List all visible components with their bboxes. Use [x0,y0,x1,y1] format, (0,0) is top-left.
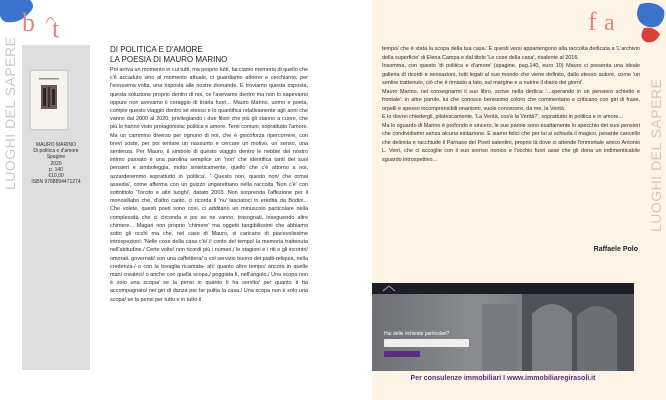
side-label-left: LUOGHI DEL SAPERE [2,36,18,190]
right-page [372,0,666,400]
paragraph-3: Mauro Marino, nel consegnarmi il suo libro, scrive nella dedica: '...sperando in un pensiero schietto e frontale': in altre parole, lui che conosce benissimo coloro che commentano e criticano con giri di frase, orpelli e spesso incomprensibili onanismi, vuole conoscere, da me, la Verità. [382,88,640,112]
ad-logo-icon [382,285,396,292]
paragraph-4: E io dovrei chiedergli, pilatescamente, 'La Verità, cos'è la Verità?', soprattutto in politica e in amore... [382,114,623,120]
article-body [110,66,308,304]
book-cover-art [31,71,67,129]
side-label-right: LUOGHI DEL SAPERE [648,78,664,232]
svg-text:a: a [604,10,615,36]
paragraph-5: Ma lo sguardo di Marino è profondo e sincero, le sue parole sono esattamente lo specchio dei suoi pensieri che condividiamo senza alcuna esitazione. E siamo felici che per lui si schiuda il magico, pesante cancello che delimita e racchiude il Parnaso dei Poeti salentini, proprio là dove ci attende l'immortale amico Antonio L. Verri, che ci accoglie con il suo sorriso ironico e l'occhio fuori asse che gli dona un indimenticabile sguardo introspettivo... [382,122,640,163]
book-price: €10,00 [48,173,64,180]
article-title-line2: LA POESIA DI MAURO MARINO [110,55,228,64]
letters-decoration-right [582,0,666,46]
book-cover-image [30,70,68,130]
paragraph-2: Insomma, con questo 'di politica e d'amore' (spagine, pag.140, euro 10) Mauro ci presenta una ideale galleria di ricordi e sensazioni, tutti legati al suo mondo che viene definito, dallo stesso autore, come 'un sentire trattenuto, ciò che è rimasto a lato, sul margine e a nutrire il diario dei giorni'. [382,63,640,86]
svg-text:f: f [588,7,597,36]
article-title [110,45,308,65]
ad-search-field [384,339,469,347]
ad-nav-bar [372,283,634,294]
article [110,45,308,395]
letters-decoration-left [22,3,86,43]
svg-text:b: b [22,8,35,37]
book-pages: p. 140 [49,166,63,173]
advertisement [372,283,634,391]
paragraph-1: tempo/ che è stata la scopa della tua casa.' E questi versi appartengono alla raccolta dedicata a 'L'archivio della superficie' di Elena Campa e dal titolo 'Le cose della casa', risalente al 2016. [382,46,640,61]
ad-screenshot [372,283,634,371]
author-signature: Raffaele Polo [593,246,638,253]
ad-search-button [384,351,420,357]
ad-caption: Hai delle richieste particolari? [384,331,450,337]
svg-text:t: t [52,14,60,43]
book-isbn: ISBN 9788894471274 [31,179,81,186]
book-author: MAURO MARINO [36,142,76,148]
article-title-line1: DI POLITICA E D'AMORE [110,45,203,54]
book-year: 2020 [50,160,62,167]
book-publisher: Spagine [46,154,66,161]
left-page [0,0,315,400]
article-continuation [382,45,640,164]
book-title: Di politica e d'amore [33,148,79,155]
book-details [22,142,90,185]
ad-footer-link: Per consulenze immobiliari I www.immobiliaregirasoli.it [410,375,596,382]
article-body-text: Poi arriva un momento in cui tutti, ma proprio tutti, facciamo memoria di quello che c'è accaduto sino al momento attuale, ci guardiamo attorno e cerchiamo, per l'ennesima volta, una risposta alle nostre domande. E troviamo questa risposta, questa soluzione proprio dentro di noi, ce l'avevamo dentro ma non lo sapevamo oppure non avevamo il coraggio di tirarla fuori... Mauro Marino, uomo e poeta, compie questo viaggio dentro sé stesso e lo quantifica relativamente agli anni che vanno dal 2000 al 2020, privilegiando i due filoni che più gli stanno a cuore, che più lo hanno visto protagonista: politica e amore. Temi comuni, soprattutto l'amore. Ma un cammino diverso per ognuno di noi, che è giocoforza ripercorrere, con brevi soste, per poi tentare un riassunto e cercare un motivo, un senso, una sentenza. Per Mauro, il simbolo di questo viaggio dentro le nebbie del nostro intimo passato è una parolina semplice un 'non' che identifica tanti dei suoi pensieri e simboleggia, molto sinteticamente, quello che c'è attorno a noi, azzarderemmo soprattutto in 'politica'. ' Questo non, questo non/ che ormai assedia', come afferma con un guizzo ungarettiano nella raccolta 'Non c'è' con sottotitolo 'Torcito e altri luoghi', datato 2003. Non sorprenda l'affezione per il monosillabo che, d'altro canto, ci ricorda il 'nu' lasciatoci in eredità da Bodini... Che volete, questi poeti sono così, ci additano un minuscolo particolare nella complessità che ci circonda e poi se ne vanno, trasognati, inseguendo altre chimere... Magari non proprio 'chimere' ma oggetti tangibilissimi che abbiamo sotto gli occhi ma che, nel caso di Mauro, si caricano di piacevolissime introspezioni: 'Nelle cose della casa c'è/ il conto del tempo/ la memoria trattenuta nell'abitudine./ Certe volte/ non ricordi più i numeri,/ le stagioni e i riti e gli incontri/ omorati, governati/ con una caffettiera/ o col servizio buono dei piatti-reliquia, nella credenza-/ o con la tovaglia ricamata- ah! quanto altro tempo/ ancora in quelle mani creatrici/ o anche con quella scopa,/ poggiata lì, nell'angolo./ Una scopa non è solo una scopa/ se la pensi in quanto ti ha servito/ per quanto ti ha accompagnato/ nei giri di danza per far pulita la casa./ Una scopa non è solo una scopa/ se la pensi per tutto e in tutto il [110,67,308,303]
